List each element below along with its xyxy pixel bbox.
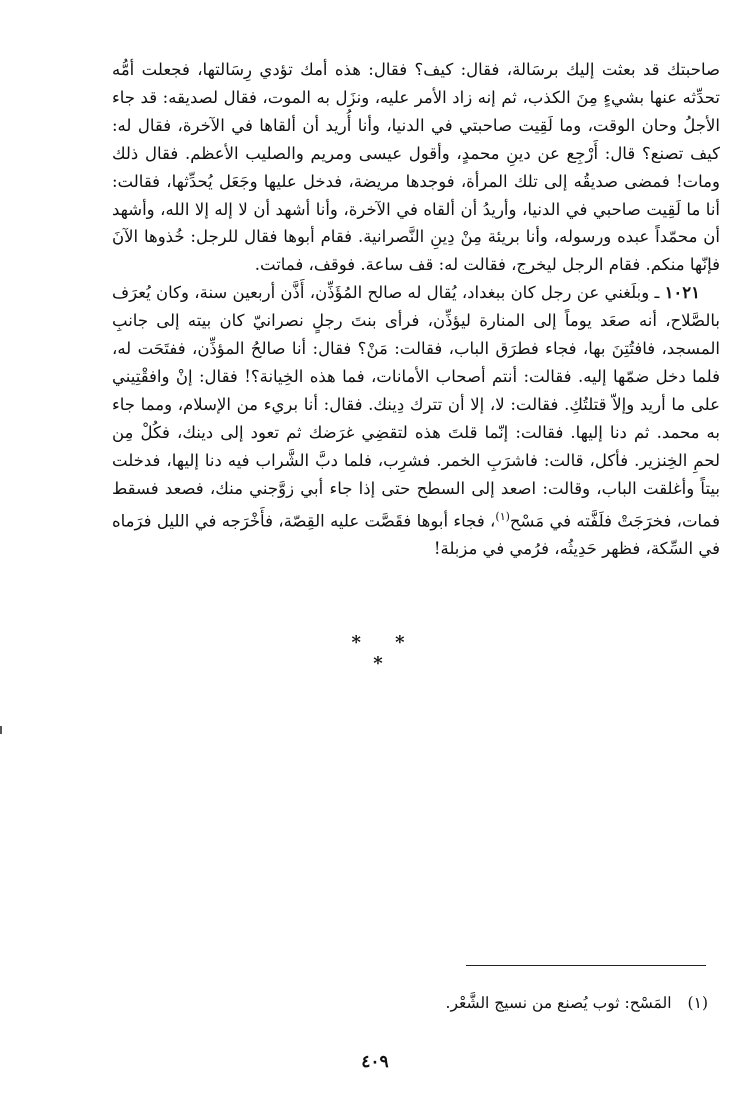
footnote-reference: (١): [495, 509, 510, 523]
footnote-text: المَسْح: ثوب يُصنع من نسيج الشَّعْر.: [445, 994, 672, 1012]
section-separator-stars: * * *: [351, 632, 419, 674]
scan-margin-mark: [0, 726, 2, 734]
footnote-number: (١): [687, 994, 708, 1012]
page-number: ٤٠٩: [361, 1052, 389, 1072]
main-text-block: [112, 56, 720, 563]
footnote: [300, 990, 708, 1016]
paragraph-dash: ـ: [649, 283, 665, 303]
footnote-divider: [466, 965, 706, 966]
paragraph-1021-text-after: ، فجاء أبوها فقَصَّت عليه القِصّة، فأَخْرَجه في الليل فرَماه في السِّكة، فظهر حَدِيثُه، فرُمي في مزبلة!: [112, 511, 720, 558]
paragraph-1021: [112, 279, 720, 563]
paragraph-number: ١٠٢١: [664, 283, 701, 303]
paragraph-continuation: صاحبتك قد بعثت إليك برسَالة، فقال: كيف؟ فقال: هذه أمك تؤدي رِسَالتها، فجعلت أمُّه تحدِّثه عنها بشيءٍ مِنَ الكذب، ثم إنه زاد الأمر عليه، ونزَل به الموت، فقال لصديقه: قد جاء الأجلُ وحان الوقت، وما لَقِيت صاحبتي في الدنيا، وأنا أُريد أن ألقاها في الآخرة، فقال له: كيف تصنع؟ قال: أَرْجِع عن دينِ محمدٍ، وأقول عيسى ومريم والصليب الأعظم. فقال ذلك ومات! فمضى صديقُه إلى تلك المرأة، فوجدها مريضة، فدخل عليها وجَعَل يُحدِّثها، فقالت: أنا ما لَقِيت صاحبي في الدنيا، وأريدُ أن ألقاه في الآخرة، وأنا أشهد أن لا إله إلا الله، وأشهد أن محمّداً عبده ورسوله، وأنا بريئة مِنْ دِينِ النَّصرانية. فقام أبوها فقال للرجل: خُذوها الآنَ فإنّها منكم. فقام الرجل ليخرج، فقالت له: قف ساعة. فوقف، فماتت.: [112, 60, 720, 275]
paragraph-1021-text: وبلَغني عن رجل كان ببغداد، يُقال له صالح المُؤَذِّن، أَذَّن أربعين سنة، وكان يُعرَف بالصَّلاح، أنه صعَد يوماً إلى المنارة ليؤذِّن، فرأى بنتَ رجلٍ نصرانيّ كان بيته إلى جانبِ المسجد، فافتُتِنَ بها، فجاء فطرَق الباب، فقالت: مَنْ؟ فقال: أنا صالحُ المؤذِّن، ففتَحَت له، فلما دخل ضمّها إليه. فقالت: أنتم أصحاب الأمانات، فما هذه الخِيانة؟! فقال: إنْ وافقْتِيني على ما أريد وإلاّ قتلتُكِ. فقالت: لا، إلا أن تترك دِينك. فقال: أنا بريء من الإسلام، ومما جاء به محمد. ثم دنا إليها. فقالت: إنّما قلتَ هذه لتقضِي غرَضك ثم تعود إلى دينك، فكُلْ مِن لحمِ الخِنزير. فأكل، قالت: فاشرَبِ الخمر. فشرِب، فلما دبَّ الشَّراب فيه دنا إليها، فدخلت بيتاً وأغلقت الباب، وقالت: اصعد إلى السطح حتى إذا جاء أبي زوَّجني منك، فصعد فسقط فمات، فخرَجَتْ فلَفَّته في مَسْح: [112, 283, 720, 530]
